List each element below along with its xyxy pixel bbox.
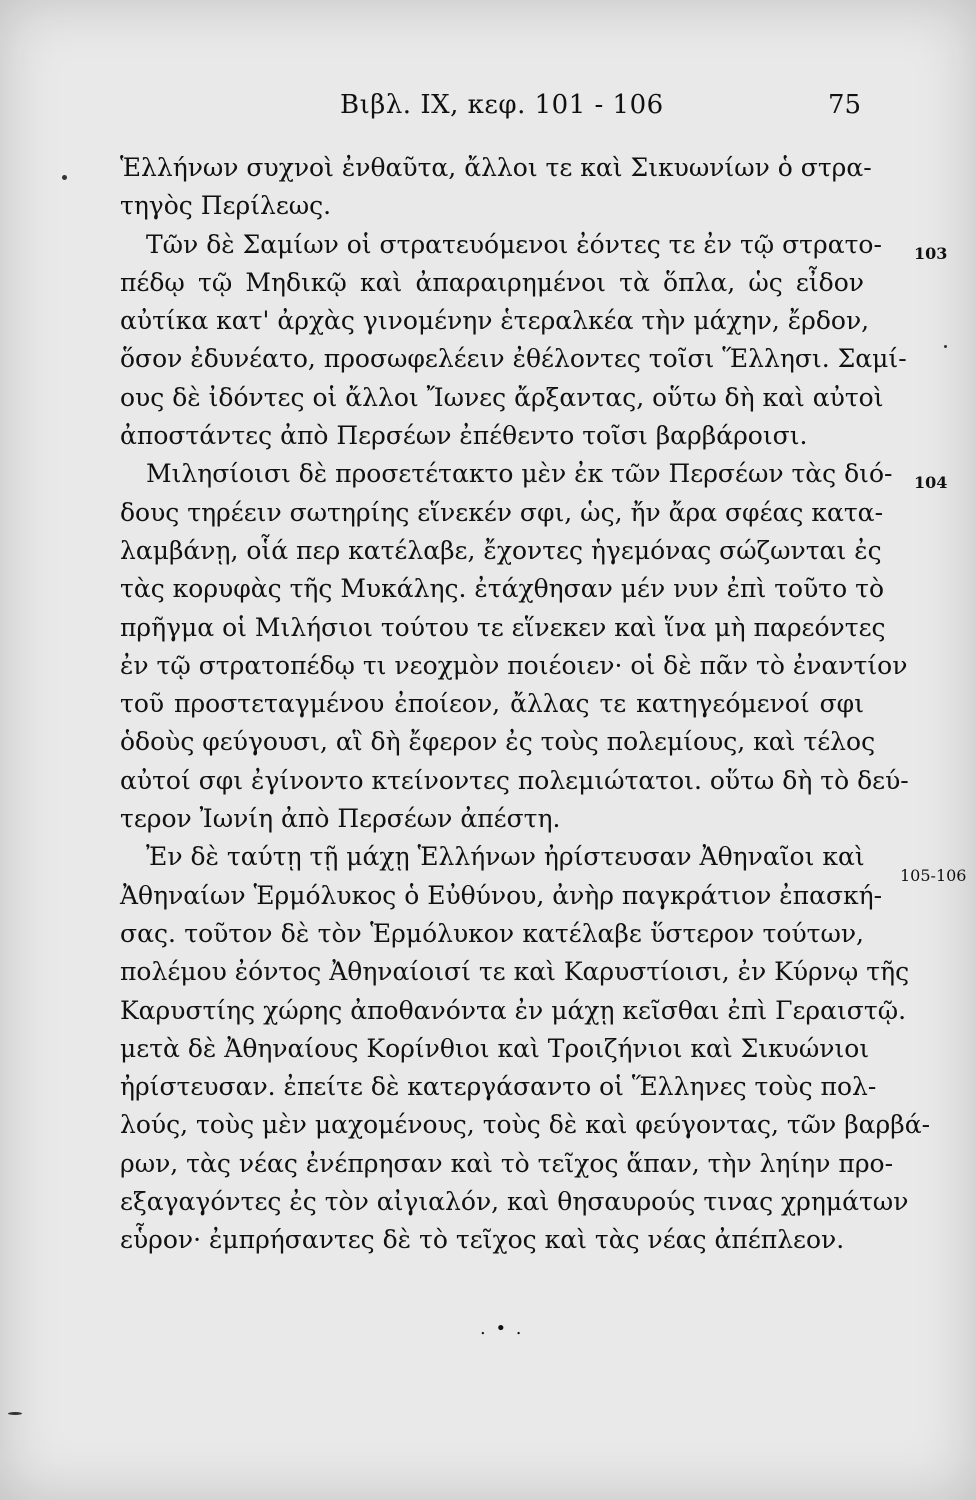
text-line: τοῦ προστεταγμένου ἐποίεον, ἄλλας τε κατηγεόμενοί σφι: [120, 689, 864, 719]
text-line: ἐν τῷ στρατοπέδῳ τι νεοχμὸν ποιέοιεν· οἱ δὲ πᾶν τὸ ἐναντίον: [120, 650, 908, 680]
text-line: Ἑλλήνων συχνοὶ ἐνθαῦτα, ἄλλοι τε καὶ Σικυωνίων ὁ στρα-: [120, 153, 872, 182]
print-speck: [8, 1412, 22, 1415]
text-line: πολέμου ἐόντος Ἀθηναίοισί τε καὶ Καρυστίοισι, ἐν Κύρνῳ τῆς: [120, 957, 910, 987]
text-line: ὅσον ἐδυνέατο, προσωφελέειν ἐθέλοντες τοῖσι Ἕλλησι. Σαμί-: [120, 344, 907, 374]
text-line: λαμβάνῃ, οἷά περ κατέλαβε, ἔχοντες ἡγεμόνας σώζωνται ἐς: [120, 535, 882, 565]
text-line: αὐτοί σφι ἐγίνοντο κτείνοντες πολεμιώτατοι. οὕτω δὴ τὸ δεύ-: [120, 765, 909, 795]
running-title: Βιβλ. IX, κεφ. 101 - 106: [340, 90, 664, 120]
text-line: Ἐν δὲ ταύτῃ τῇ μάχῃ Ἑλλήνων ἠρίστευσαν Ἀθηναῖοι καὶ: [146, 842, 865, 872]
text-line: πρῆγμα οἱ Μιλήσιοι τούτου τε εἵνεκεν καὶ ἵνα μὴ παρεόντες: [120, 612, 886, 642]
margin-chapter-number: 103: [914, 244, 948, 263]
page-number: 75: [828, 90, 862, 120]
text-line: ἠρίστευσαν. ἐπείτε δὲ κατεργάσαντο οἱ Ἕλληνες τοὺς πολ-: [120, 1072, 877, 1102]
text-line: εὗρον· ἐμπρήσαντες δὲ τὸ τεῖχος καὶ τὰς νέας ἀπέπλεον.: [120, 1225, 845, 1255]
text-line: Ἀθηναίων Ἑρμόλυκος ὁ Εὐθύνου, ἀνὴρ παγκράτιον ἐπασκή-: [120, 880, 883, 910]
margin-chapter-number: 104: [914, 473, 948, 492]
text-line: τερον Ἰωνίη ἀπὸ Περσέων ἀπέστη.: [120, 804, 561, 834]
end-ornament: . • .: [480, 1318, 524, 1339]
text-line: τὰς κορυφὰς τῆς Μυκάλης. ἐτάχθησαν μέν νυν ἐπὶ τοῦτο τὸ: [120, 574, 885, 604]
text-line: Τῶν δὲ Σαμίων οἱ στρατευόμενοι ἐόντες τε ἐν τῷ στρατο-: [146, 229, 882, 259]
margin-chapter-number: 105-106: [900, 866, 967, 885]
text-line: δους τηρέειν σωτηρίης εἵνεκέν σφι, ὡς, ἤν ἄρα σφέας κατα-: [120, 497, 884, 527]
text-line: ρων, τὰς νέας ἐνέπρησαν καὶ τὸ τεῖχος ἅπαν, τὴν ληίην προ-: [120, 1148, 894, 1178]
print-speck: [62, 175, 67, 180]
text-line: πέδῳ τῷ Μηδικῷ καὶ ἀπαραιρημένοι τὰ ὅπλα, ὡς εἶδον: [120, 267, 864, 297]
text-line: ἀποστάντες ἀπὸ Περσέων ἐπέθεντο τοῖσι βαρβάροισι.: [120, 421, 808, 451]
text-line: τηγὸς Περίλεως.: [120, 191, 332, 221]
text-line: λούς, τοὺς μὲν μαχομένους, τοὺς δὲ καὶ φεύγοντας, τῶν βαρβά-: [120, 1110, 931, 1140]
text-line: ὁδοὺς φεύγουσι, αἳ δὴ ἔφερον ἐς τοὺς πολεμίους, καὶ τέλος: [120, 727, 876, 757]
text-line: Μιλησίοισι δὲ προσετέτακτο μὲν ἐκ τῶν Περσέων τὰς διό-: [146, 459, 893, 489]
text-line: σας. τοῦτον δὲ τὸν Ἑρμόλυκον κατέλαβε ὕστερον τούτων,: [120, 918, 864, 948]
print-speck: [944, 345, 947, 348]
text-line: εξαγαγόντες ἐς τὸν αἰγιαλόν, καὶ θησαυρούς τινας χρημάτων: [120, 1187, 909, 1217]
text-line: μετὰ δὲ Ἀθηναίους Κορίνθιοι καὶ Τροιζήνιοι καὶ Σικυώνιοι: [120, 1033, 870, 1063]
text-line: ους δὲ ἰδόντες οἱ ἄλλοι Ἴωνες ἄρξαντας, οὕτω δὴ καὶ αὐτοὶ: [120, 382, 884, 412]
text-line: Καρυστίης χώρης ἀποθανόντα ἐν μάχῃ κεῖσθαι ἐπὶ Γεραιστῷ.: [120, 995, 907, 1025]
text-line: αὐτίκα κατ' ἀρχὰς γινομένην ἑτεραλκέα τὴν μάχην, ἔρδον,: [120, 306, 870, 336]
